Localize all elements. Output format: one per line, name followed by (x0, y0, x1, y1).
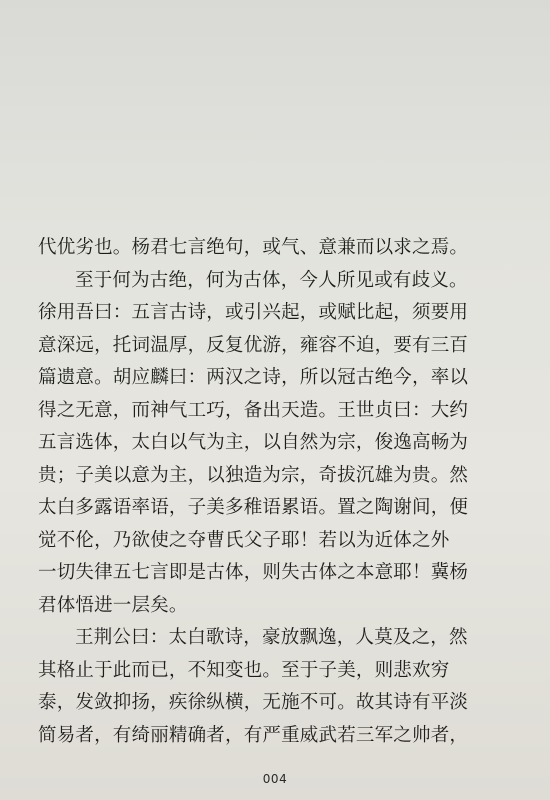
text-line: 代优劣也。杨君七言绝句，或气、意兼而以求之焉。 (38, 237, 469, 258)
paragraph-start-line: 至于何为古绝，何为古体，今人所见或有歧义。 (75, 269, 468, 291)
body-text (38, 232, 516, 752)
text-line: 得之无意，而神气工巧，备出天造。王世贞曰：大约 (38, 399, 469, 421)
text-line: 贵；子美以意为主，以独造为宗，奇拔沉雄为贵。然 (38, 464, 469, 486)
text-line: 五言选体，太白以气为主，以自然为宗，俊逸高畅为 (38, 432, 469, 453)
page-number: 004 (262, 772, 288, 786)
text-line: 简易者，有绮丽精确者，有严重威武若三军之帅者， (38, 724, 469, 746)
text-line: 其格止于此而已，不知变也。至于子美，则悲欢穷 (38, 659, 450, 681)
text-line: 泰，发敛抑扬，疾徐纵横，无施不可。故其诗有平淡 (38, 692, 469, 713)
text-line: 意深远，托词温厚，反复优游，雍容不迫，要有三百 (38, 334, 469, 356)
text-line: 觉不伦，乃欲使之夺曹氏父子耶！若以为近体之外 (38, 529, 450, 551)
text-line: 太白多露语率语，子美多稚语累语。置之陶谢间，便 (38, 497, 469, 518)
text-line: 一切失律五七言即是古体，则失古体之本意耶！冀杨 (38, 562, 469, 583)
text-line: 君体悟进一层矣。 (38, 594, 188, 616)
paragraph-start-line: 王荆公曰：太白歌诗，豪放飘逸，人莫及之，然 (75, 627, 468, 648)
text-line: 篇遗意。胡应麟曰：两汉之诗，所以冠古绝今，率以 (38, 367, 469, 388)
text-line: 徐用吾曰：五言古诗，或引兴起，或赋比起，须要用 (38, 302, 469, 323)
